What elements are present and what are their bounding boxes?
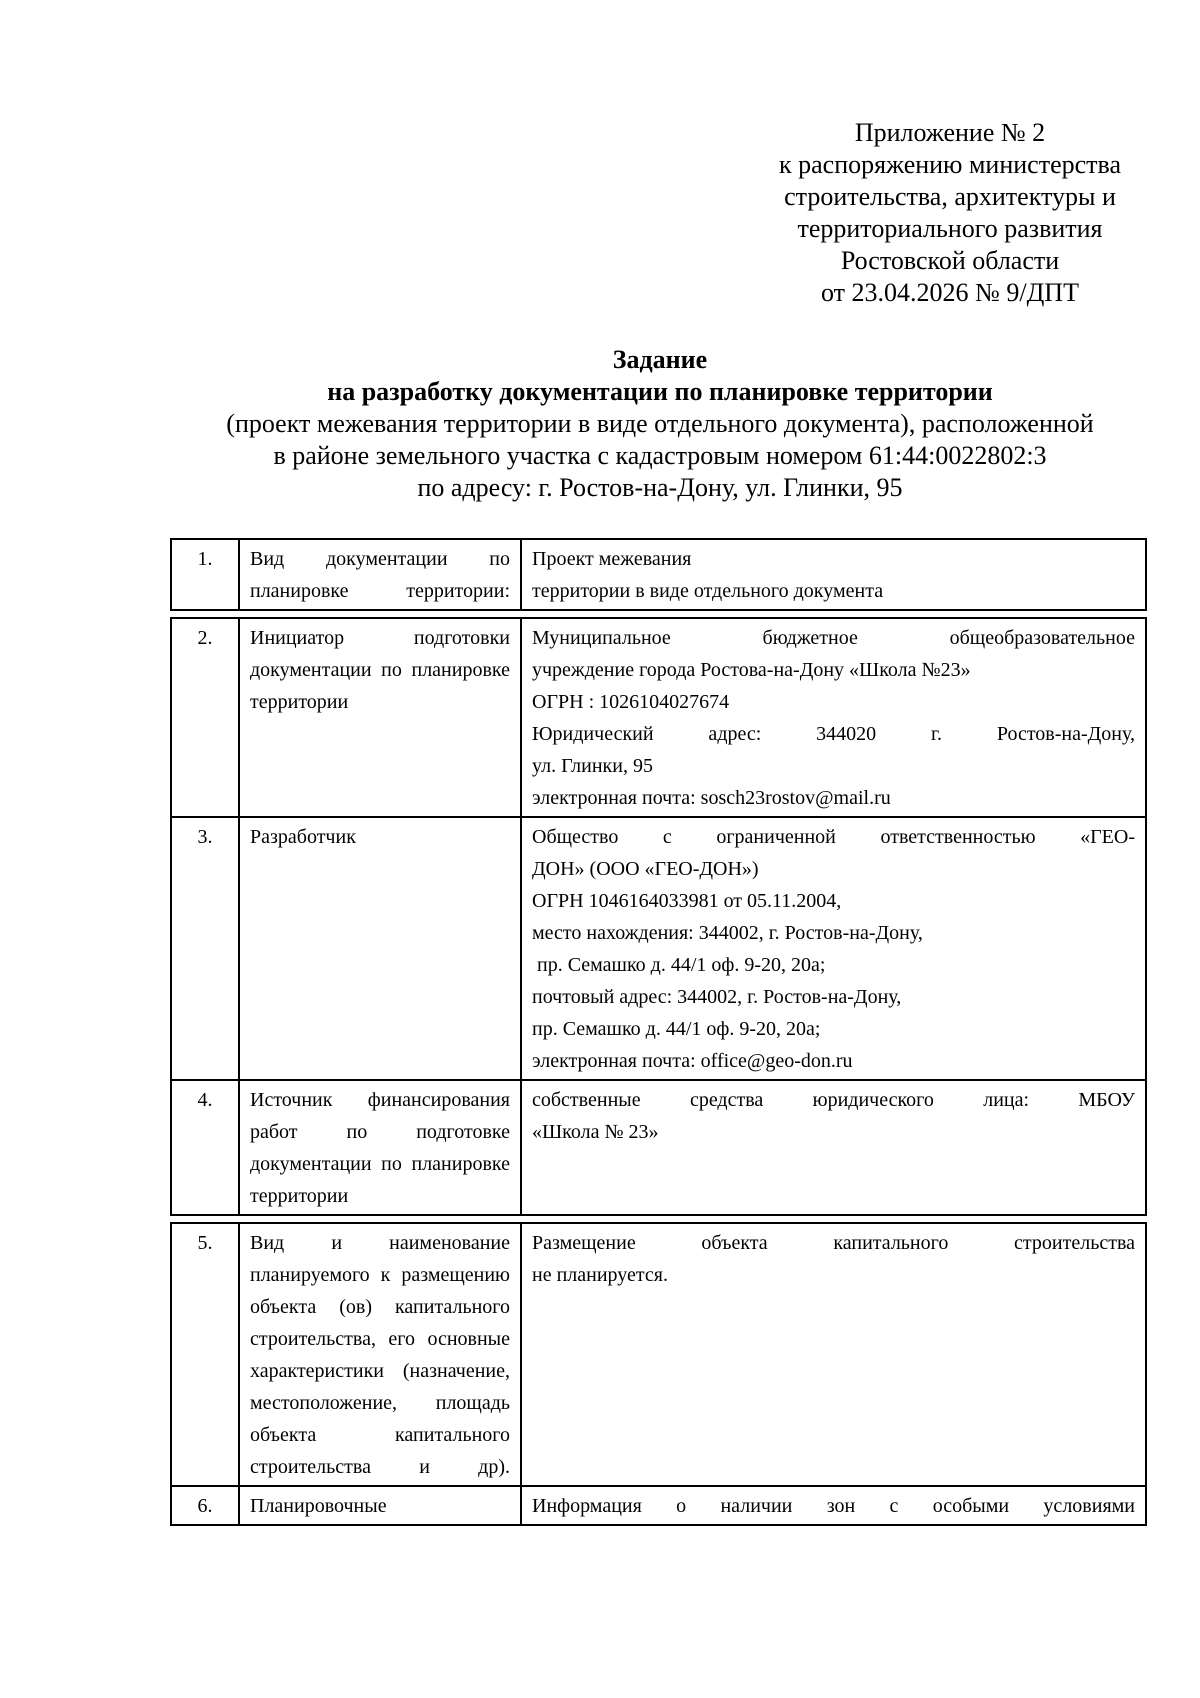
row-number: 2. bbox=[171, 618, 239, 817]
table-row bbox=[171, 618, 1146, 817]
value-line: ОГРН 1046164033981 от 05.11.2004, bbox=[532, 890, 842, 912]
annex-line: территориального развития bbox=[797, 214, 1103, 243]
value-line: Муниципальное бюджетное общеобразовательное bbox=[532, 627, 1135, 649]
value-line: место нахождения: 344002, г. Ростов-на-Дону, bbox=[532, 922, 923, 944]
value-line: учреждение города Ростова-на-Дону «Школа №23» bbox=[532, 659, 971, 681]
row-number: 4. bbox=[171, 1080, 239, 1215]
value-line: Проект межевания bbox=[532, 548, 692, 570]
row-label: Вид и наименование планируемого к размещению объекта (ов) капитального строительства, его основные характеристики (назначение, местоположение, площадь объекта капитального строительства и др). bbox=[239, 1223, 521, 1486]
value-line: территории в виде отдельного документа bbox=[532, 580, 884, 602]
table-row bbox=[171, 1223, 1146, 1486]
title-line: в районе земельного участка с кадастровым номером 61:44:0022802:3 bbox=[273, 441, 1047, 470]
row-number: 6. bbox=[171, 1486, 239, 1525]
row-value bbox=[521, 817, 1146, 1080]
row-label: Планировочные bbox=[239, 1486, 521, 1525]
annex-line: Ростовской области bbox=[840, 246, 1060, 275]
row-label: Источник финансирования работ по подготовке документации по планировке территории bbox=[239, 1080, 521, 1215]
row-value bbox=[521, 539, 1146, 610]
row-number: 3. bbox=[171, 817, 239, 1080]
row-value bbox=[521, 618, 1146, 817]
value-line: Размещение объекта капитального строительства bbox=[532, 1232, 1135, 1254]
table-row bbox=[171, 539, 1146, 610]
annex-line: Приложение № 2 bbox=[854, 118, 1046, 147]
row-value bbox=[521, 1080, 1146, 1215]
table-row bbox=[171, 817, 1146, 1080]
title-line: по адресу: г. Ростов-на-Дону, ул. Глинки, 95 bbox=[417, 473, 903, 502]
row-number: 1. bbox=[171, 539, 239, 610]
value-line: Юридический адрес: 344020 г. Ростов-на-Дону, bbox=[532, 723, 1135, 745]
title-line: (проект межевания территории в виде отдельного документа), расположенной bbox=[226, 409, 1094, 438]
row-label: Разработчик bbox=[239, 817, 521, 1080]
annex-line: к распоряжению министерства bbox=[778, 150, 1121, 179]
title-bold-line: Задание bbox=[612, 345, 708, 374]
value-line: пр. Семашко д. 44/1 оф. 9-20, 20а; bbox=[532, 954, 826, 976]
title-bold-line: на разработку документации по планировке территории bbox=[327, 377, 993, 406]
annex-line: от 23.04.2026 № 9/ДПТ bbox=[821, 278, 1079, 307]
value-line: ОГРН : 1026104027674 bbox=[532, 691, 730, 713]
value-line: почтовый адрес: 344002, г. Ростов-на-Дону, bbox=[532, 986, 902, 1008]
row-label: Вид документации по планировке территории: bbox=[239, 539, 521, 610]
document-title bbox=[110, 344, 1200, 504]
annex-line: строительства, архитектуры и bbox=[784, 182, 1116, 211]
table-row bbox=[171, 1486, 1146, 1525]
table-row bbox=[171, 1080, 1146, 1215]
annex-header bbox=[750, 117, 1150, 309]
value-line: ул. Глинки, 95 bbox=[532, 755, 653, 777]
value-line: Общество с ограниченной ответственностью «ГЕО- bbox=[532, 826, 1135, 848]
row-number: 5. bbox=[171, 1223, 239, 1486]
value-line: собственные средства юридического лица: МБОУ bbox=[532, 1089, 1135, 1111]
value-line: электронная почта: sosch23rostov@mail.ru bbox=[532, 787, 891, 809]
row-label: Инициатор подготовки документации по планировке территории bbox=[239, 618, 521, 817]
task-table bbox=[170, 538, 1147, 1526]
value-line: не планируется. bbox=[532, 1264, 668, 1286]
value-line: ДОН» (ООО «ГЕО-ДОН») bbox=[532, 858, 759, 880]
value-line: пр. Семашко д. 44/1 оф. 9-20, 20а; bbox=[532, 1018, 821, 1040]
row-value bbox=[521, 1486, 1146, 1525]
row-gap bbox=[171, 1215, 1146, 1223]
value-line: электронная почта: office@geo-don.ru bbox=[532, 1050, 853, 1072]
value-line: «Школа № 23» bbox=[532, 1121, 659, 1143]
row-value bbox=[521, 1223, 1146, 1486]
value-line: Информация о наличии зон с особыми условиями bbox=[532, 1495, 1135, 1517]
row-gap bbox=[171, 610, 1146, 618]
